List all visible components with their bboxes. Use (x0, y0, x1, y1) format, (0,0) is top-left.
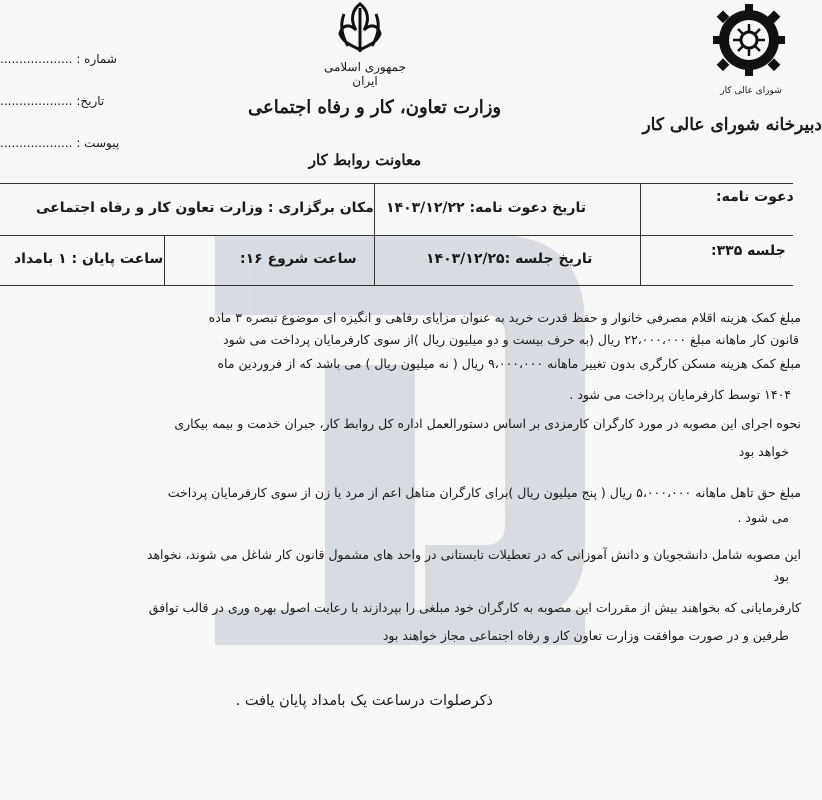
body-line: مبلغ حق تاهل ماهانه ۵،۰۰۰،۰۰۰ ریال ( پنج میلیون ریال )برای کارگران متاهل اعم از مرد یا زن از سوی کارفرمایان پرداخت (167, 485, 801, 500)
body-line: می شود . (737, 510, 789, 525)
deputy-title: معاونت روابط کار (308, 151, 422, 169)
date-label: تاریخ: (76, 94, 105, 108)
end-time: ساعت پایان : ۱ بامداد (14, 251, 164, 267)
government-line: جمهوری اسلامی ایران (323, 60, 407, 88)
attachment-dots: ................... (0, 136, 73, 150)
body-line: طرفین و در صورت موافقت وزارت تعاون کار و رفاه اجتماعی مجاز خواهند بود (382, 628, 789, 643)
session-date: تاریخ جلسه :۱۴۰۳/۱۲/۲۵ (426, 251, 593, 267)
date-dots: ................... (0, 94, 73, 108)
iran-emblem-icon (330, 0, 390, 58)
venue: مکان برگزاری : وزارت تعاون کار و رفاه اجتماعی (36, 200, 374, 216)
council-gear-logo-icon (697, 2, 793, 92)
body-line: مبلغ کمک هزینه اقلام مصرفی خانوار و حفظ قدرت خرید به عنوان مزایای رفاهی و انگیزه ای موضوع تبصره ۳ ماده (208, 310, 801, 325)
start-time: ساعت شروع ۱۶: (240, 251, 357, 267)
body-line: خواهد بود (738, 444, 789, 459)
ministry-title: وزارت تعاون، کار و رفاه اجتماعی (248, 97, 502, 118)
session-info-table (0, 183, 793, 286)
body-line: این مصوبه شامل دانشجویان و دانش آموزانی که در تعطیلات تابستانی در واحد های مشمول قانون کار شاغل می شوند، نخواهد (146, 547, 801, 562)
session-number: جلسه ۳۳۵: (711, 243, 786, 259)
attachment-label: پیوست : (76, 136, 120, 150)
number-field (0, 52, 140, 66)
number-label: شماره : (76, 52, 117, 66)
council-subtitle: شورای عالی کار (720, 86, 782, 96)
body-line: ۱۴۰۴ توسط کارفرمایان پرداخت می شود . (569, 387, 791, 402)
council-name: دبیرخانه شورای عالی کار (642, 115, 822, 135)
invitation-label: دعوت نامه: (716, 189, 794, 205)
invitation-date: تاریخ دعوت نامه: ۱۴۰۳/۱۲/۲۲ (386, 200, 586, 216)
body-line: نحوه اجرای این مصوبه در مورد کارگران کارمزدی بر اساس دستورالعمل اداره کل روابط کار، جبران خدمت و بیمه بیکاری (174, 416, 801, 431)
body-line: بود (773, 569, 789, 584)
body-line: قانون کار ماهانه مبلغ ۲۲،۰۰۰،۰۰۰ ریال (به حرف بیست و دو میلیون ریال )از سوی کارفرمایان پرداخت می شود (223, 332, 799, 347)
date-field (0, 94, 140, 108)
closing-line: ذکرصلوات درساعت یک بامداد پایان یافت . (235, 693, 493, 709)
body-line: کارفرمایانی که بخواهند بیش از مقررات این مصوبه به کارگران خود مبلغی را بپردازند با رعایت اصول بهره وری در قالب توافق (148, 600, 801, 615)
attachment-field (0, 136, 140, 150)
body-line: مبلغ کمک هزینه مسکن کارگری بدون تغییر ماهانه ۹،۰۰۰،۰۰۰ ریال ( نه میلیون ریال ) می باشد که از فروردین ماه (217, 356, 801, 371)
number-dots: ................... (0, 52, 73, 66)
